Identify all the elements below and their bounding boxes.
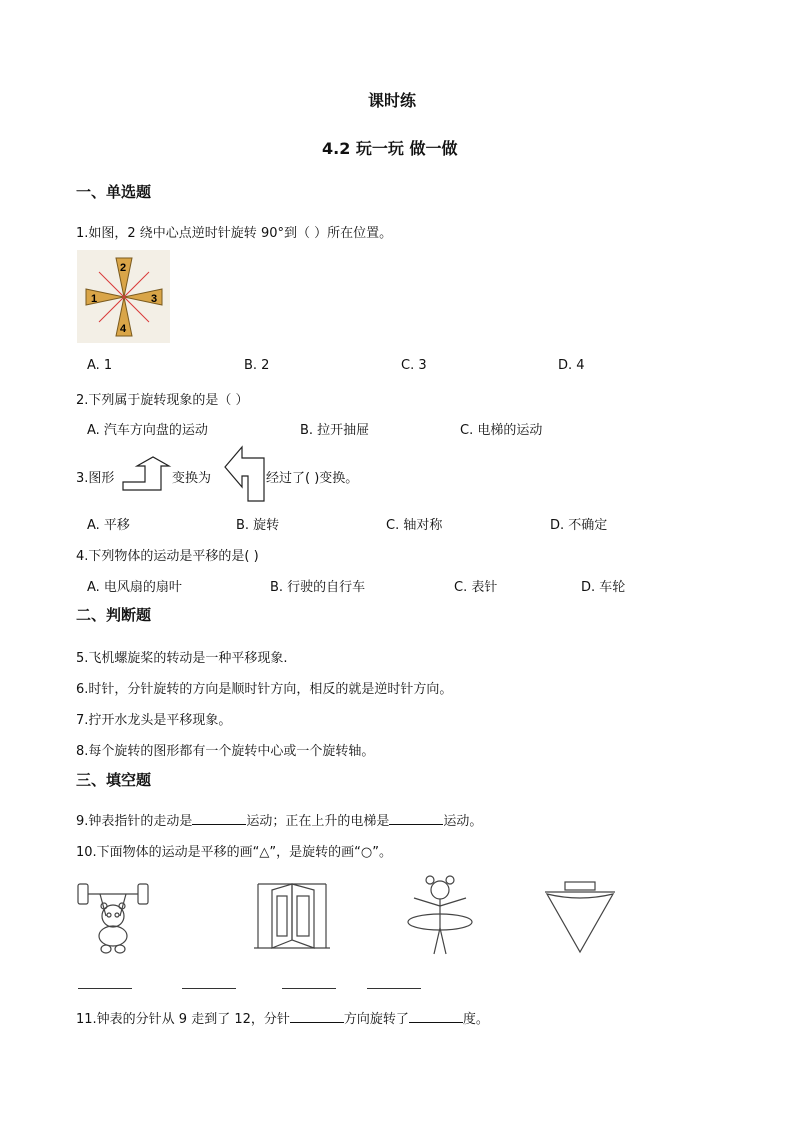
q2-option-b[interactable]: B. 拉开抽屉 bbox=[300, 423, 370, 438]
judge-question-8: 8.每个旋转的图形都有一个旋转中心或一个旋转轴。 bbox=[76, 744, 375, 759]
judge-question-7: 7.拧开水龙头是平移现象。 bbox=[76, 713, 232, 728]
pinwheel-label-4: 4 bbox=[120, 323, 127, 335]
pinwheel-label-3: 3 bbox=[151, 293, 158, 305]
question-9 bbox=[76, 810, 482, 829]
q3-option-a[interactable]: A. 平移 bbox=[87, 518, 130, 533]
page-title: 课时练 bbox=[368, 91, 417, 110]
q1-option-b[interactable]: B. 2 bbox=[244, 358, 270, 373]
q10-answer-line-4[interactable] bbox=[367, 988, 421, 989]
judge-question-5: 5.飞机螺旋桨的转动是一种平移现象. bbox=[76, 651, 288, 666]
q9-text-a: 9.钟表指针的走动是 bbox=[76, 814, 193, 829]
question-3-stem-part3: 经过了( )变换。 bbox=[266, 471, 359, 486]
panda-weightlifting-image bbox=[76, 878, 156, 962]
q4-option-a[interactable]: A. 电风扇的扇叶 bbox=[87, 580, 182, 595]
spinning-top-image bbox=[543, 878, 623, 962]
pinwheel-figure bbox=[77, 250, 170, 343]
q11-blank-1[interactable] bbox=[290, 1010, 344, 1023]
q3-option-c[interactable]: C. 轴对称 bbox=[386, 518, 443, 533]
section-heading-judgement: 二、判断题 bbox=[76, 606, 152, 624]
q2-option-c[interactable]: C. 电梯的运动 bbox=[460, 423, 543, 438]
pinwheel-label-2: 2 bbox=[120, 262, 127, 274]
question-10-stem: 10.下面物体的运动是平移的画“△”，是旋转的画“○”。 bbox=[76, 845, 392, 860]
q11-text-c: 度。 bbox=[462, 1012, 489, 1027]
q10-answer-line-3[interactable] bbox=[282, 988, 336, 989]
step-arrow-shape bbox=[121, 456, 177, 496]
q1-option-a[interactable]: A. 1 bbox=[87, 358, 113, 373]
q11-text-a: 11.钟表的分针从 9 走到了 12，分针 bbox=[76, 1012, 290, 1027]
section-heading-single-choice: 一、单选题 bbox=[76, 183, 152, 201]
q3-option-d[interactable]: D. 不确定 bbox=[550, 518, 608, 533]
q10-answer-line-2[interactable] bbox=[182, 988, 236, 989]
q9-blank-1[interactable] bbox=[192, 812, 246, 825]
girl-hula-hoop-image bbox=[400, 872, 480, 962]
question-4-stem: 4.下列物体的运动是平移的是( ) bbox=[76, 549, 259, 564]
section-heading-fill-blank: 三、填空题 bbox=[76, 771, 152, 789]
q1-option-d[interactable]: D. 4 bbox=[558, 358, 585, 373]
q4-option-d[interactable]: D. 车轮 bbox=[581, 580, 626, 595]
q11-blank-2[interactable] bbox=[409, 1010, 463, 1023]
q1-option-c[interactable]: C. 3 bbox=[401, 358, 427, 373]
q11-text-b: 方向旋转了 bbox=[343, 1012, 409, 1027]
q2-option-a[interactable]: A. 汽车方向盘的运动 bbox=[87, 423, 208, 438]
q9-blank-2[interactable] bbox=[389, 812, 443, 825]
folding-door-image bbox=[252, 878, 332, 962]
question-3-stem-part2: 变换为 bbox=[172, 471, 212, 486]
q3-option-b[interactable]: B. 旋转 bbox=[236, 518, 280, 533]
question-1-stem: 1.如图，2 绕中心点逆时针旋转 90°到（ ）所在位置。 bbox=[76, 226, 393, 241]
question-3-stem-part1: 3.图形 bbox=[76, 471, 115, 486]
judge-question-6: 6.时针，分针旋转的方向是顺时针方向，相反的就是逆时针方向。 bbox=[76, 682, 453, 697]
q10-answer-line-1[interactable] bbox=[78, 988, 132, 989]
question-11 bbox=[76, 1008, 489, 1027]
pinwheel-label-1: 1 bbox=[91, 293, 98, 305]
bent-arrow-shape bbox=[222, 444, 268, 508]
q9-text-b: 运动；正在上升的电梯是 bbox=[246, 814, 390, 829]
question-2-stem: 2.下列属于旋转现象的是（ ） bbox=[76, 393, 249, 408]
page-subtitle: 4.2 玩一玩 做一做 bbox=[322, 139, 458, 158]
q4-option-b[interactable]: B. 行驶的自行车 bbox=[270, 580, 366, 595]
q4-option-c[interactable]: C. 表针 bbox=[454, 580, 498, 595]
q9-text-c: 运动。 bbox=[443, 814, 483, 829]
